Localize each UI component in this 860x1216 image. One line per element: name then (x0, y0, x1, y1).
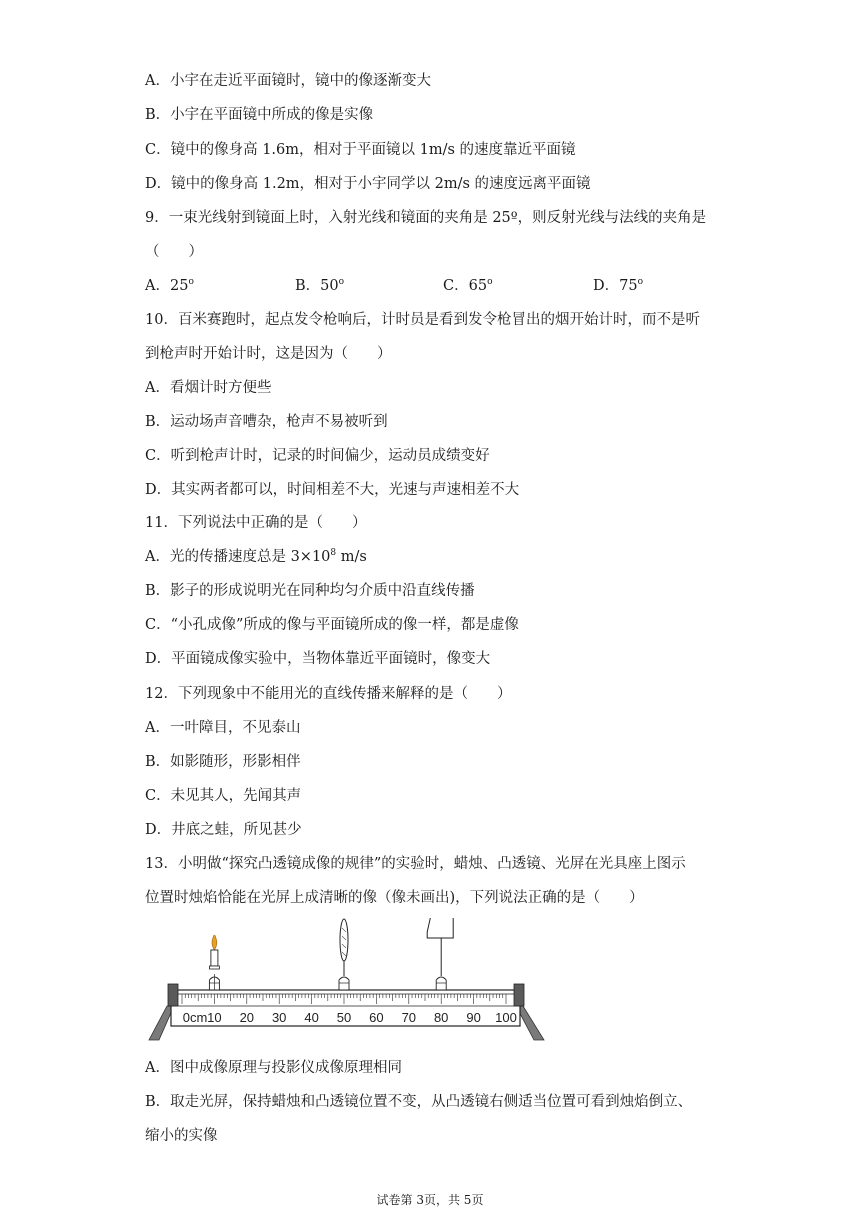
q8-option-b: B．小宇在平面镜中所成的像是实像 (145, 107, 374, 123)
ruler-label: 30 (271, 1010, 287, 1025)
q9-option-a: A．25$^o$ (145, 277, 194, 294)
ruler-label: 70 (401, 1010, 417, 1025)
right-end-block (514, 984, 524, 1006)
q8-option-a: A．小宇在走近平面镜时，镜中的像逐渐变大 (145, 73, 431, 89)
q10-option-a: A．看烟计时方便些 (145, 380, 272, 396)
q9-stem: 9．一束光线射到镜面上时，入射光线和镜面的夹角是 25º，则反射光线与法线的夹角是 (145, 210, 707, 226)
screen-holder (436, 977, 446, 990)
q13-option-a: A．图中成像原理与投影仪成像原理相同 (145, 1060, 402, 1076)
q10-stem-cont: 到枪声时开始计时，这是因为（ ） (145, 346, 392, 362)
q12-option-d: D．井底之蛙，所见甚少 (145, 822, 302, 838)
q10-stem: 10．百米赛跑时，起点发令枪响后，计时员是看到发令枪冒出的烟开始计时，而不是听 (145, 312, 700, 328)
ruler-label: 0cm (182, 1010, 208, 1025)
convex-lens (339, 919, 349, 990)
page-footer: 试卷第 3页，共 5页 (376, 1193, 484, 1207)
screen-panel (427, 918, 453, 938)
optical-bench-figure (145, 918, 545, 1048)
left-end-block (168, 984, 178, 1006)
candle (209, 935, 219, 990)
q12-stem: 12．下列现象中不能用光的直线传播来解释的是（ ） (145, 686, 512, 702)
q11-option-d: D．平面镜成像实验中，当物体靠近平面镜时，像变大 (145, 651, 491, 667)
q9-options (145, 276, 745, 296)
q10-option-c: C．听到枪声计时，记录的时间偏少，运动员成绩变好 (145, 448, 490, 464)
candle-body (211, 950, 218, 966)
q11-option-b: B．影子的形成说明光在同种均匀介质中沿直线传播 (145, 583, 475, 599)
q12-option-a: A．一叶障目，不见泰山 (145, 720, 301, 736)
lens-glass (340, 919, 348, 961)
ruler-label: 80 (433, 1010, 449, 1025)
q12-option-c: C．未见其人，先闻其声 (145, 788, 302, 804)
left-leg (149, 1006, 174, 1040)
q9-stem-paren: （ ） (145, 244, 203, 260)
q8-option-c: C．镜中的像身高 1.6m，相对于平面镜以 1m/s 的速度靠近平面镜 (145, 142, 576, 158)
lens-holder (339, 977, 349, 990)
q9-option-b: B．50$^o$ (295, 277, 345, 294)
q10-option-b: B．运动场声音嘈杂，枪声不易被听到 (145, 414, 388, 430)
ruler-label: 100 (495, 1010, 517, 1025)
candle-flame (212, 935, 217, 950)
ruler-label: 90 (466, 1010, 481, 1025)
ruler-label: 10 (207, 1010, 222, 1025)
ruler-label: 20 (239, 1010, 255, 1025)
ruler-label: 40 (304, 1010, 319, 1025)
q11-option-a: A．光的传播速度总是 $3\times 10^8$ m/s (145, 548, 367, 565)
q12-option-b: B．如影随形，形影相伴 (145, 754, 301, 770)
q8-option-d: D．镜中的像身高 1.2m，相对于小宇同学以 2m/s 的速度远离平面镜 (145, 176, 591, 192)
ruler-label: 50 (336, 1010, 352, 1025)
q13-option-b-cont: 缩小的实像 (145, 1128, 218, 1144)
q11-stem: 11．下列说法中正确的是（ ） (145, 515, 367, 531)
ruler-label: 60 (369, 1010, 384, 1025)
q13-stem-cont: 位置时烛焰恰能在光屏上成清晰的像（像未画出)，下列说法正确的是（ ） (145, 890, 644, 906)
q9-option-d: D．75$^o$ (593, 277, 644, 294)
q9-option-c: C．65$^o$ (443, 277, 493, 294)
q10-option-d: D．其实两者都可以，时间相差不大，光速与声速相差不大 (145, 482, 520, 498)
q13-option-b: B．取走光屏，保持蜡烛和凸透镜位置不变，从凸透镜右侧适当位置可看到烛焰倒立、 (145, 1094, 693, 1110)
light-screen (427, 918, 453, 990)
q11-option-c: C．“小孔成像”所成的像与平面镜所成的像一样，都是虚像 (145, 617, 519, 633)
q13-stem: 13．小明做“探究凸透镜成像的规律”的实验时，蜡烛、凸透镜、光屏在光具座上图示 (145, 856, 686, 872)
